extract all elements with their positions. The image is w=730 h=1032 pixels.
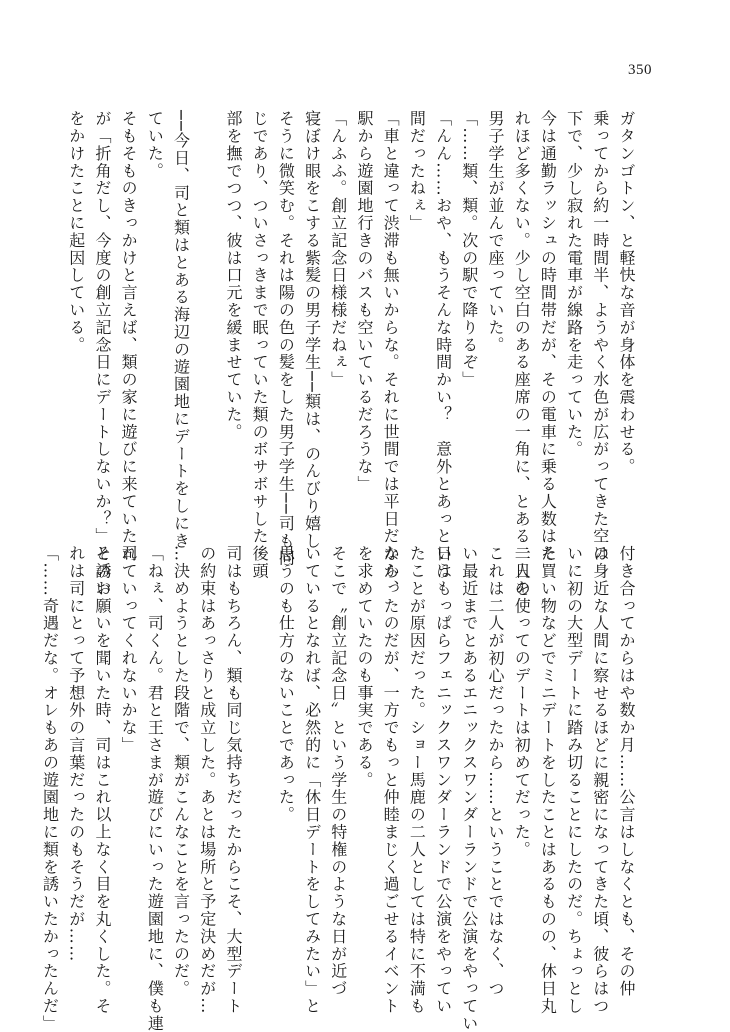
text-line: 駅から遊園地行きのバスも空いているだろうな」	[354, 110, 374, 493]
text-line: ──今日、司と類はとある海辺の遊園地にデートをしにき	[171, 110, 191, 550]
text-line: 「……奇遇だな。オレもあの遊園地に類を誘いたかったんだ」	[40, 545, 60, 1032]
text-line: そうに微笑む。それは陽の色の髪をした男子学生──司も同	[276, 110, 296, 568]
text-line: 「ねぇ、司くん。君と王さまが遊びにいった遊園地に、僕も連	[145, 545, 165, 1032]
text-line: 思うのも仕方のないことであった。	[276, 545, 296, 824]
text-line: 下で、少し寂れた電車が線路を走っていた。	[564, 110, 584, 458]
text-line: 寝ぼけ眼をこする紫髪の男子学生──類は、のんびり嬉し	[302, 110, 322, 550]
text-line: そこで〝創立記念日〟という学生の特権のような日が近づ	[328, 545, 348, 998]
text-line: れほど多くない。少し空白のある座席の一角に、とある二人の	[512, 110, 532, 598]
text-line: 「んん……おや、もうそんな時間かい？ 意外とあっという	[433, 110, 453, 580]
text-line	[194, 110, 220, 510]
text-line: 付き合ってからはや数か月……公言はしなくとも、その仲	[617, 545, 636, 998]
text-line: が「折角だし、今度の創立記念日にデートしないか？」と誘い	[92, 110, 112, 598]
text-line: そもそものきっかけと言えば、類の家に遊びに来ていた司	[119, 110, 139, 563]
text-line: 今は通勤ラッシュの時間帯だが、その電車に乗る人数はそ	[538, 110, 558, 563]
text-block-upper	[66, 110, 639, 598]
text-line: れていってくれないかな」	[119, 545, 139, 754]
text-line: 乗ってから約一時間半、ようやく水色が広がってきた空の	[590, 110, 610, 563]
text-line: 一日を使ってのデートは初めてだった。	[512, 545, 532, 859]
text-line: ていた。	[145, 110, 165, 180]
text-line: なかったのだが、一方でもっと仲睦まじく過ごせるイベント	[381, 545, 401, 1015]
text-line: いに初の大型デートに踏み切ることにしたのだ。ちょっとし	[564, 545, 584, 1015]
text-line: れは司にとって予想外の言葉だったのもそうだが……	[66, 545, 86, 963]
page-number: 350	[628, 62, 652, 78]
text-line: これは二人が初心だったから……ということではなく、つ	[485, 545, 505, 998]
text-line: を求めていたのも事実である。	[354, 545, 374, 789]
text-line: の約束はあっさりと成立した。あとは場所と予定決めだが…	[197, 545, 217, 1015]
text-line: 「……類、類。次の駅で降りるぞ」	[459, 110, 479, 389]
text-line: 日はもっぱらフェニックスワンダーランドで公演をやってい	[433, 545, 453, 1015]
text-line: …決めようとした段階で、類がこんなことを言ったのだ。	[171, 545, 191, 998]
text-line: じであり、ついさっきまで眠っていた類のボサボサした後頭	[250, 110, 270, 580]
text-line: 「車と違って渋滞も無いからな。それに世間では平日だから、	[381, 110, 401, 598]
text-line: 間だったねぇ」	[407, 110, 427, 232]
text-line: た買い物などでミニデートをしたことはあるものの、休日丸	[538, 545, 558, 1015]
text-line: 「んふふ。創立記念日様様だねぇ」	[328, 110, 348, 389]
text-line: いているとなれば、必然的に「休日デートをしてみたい」と	[302, 545, 322, 1015]
text-block-lower	[40, 545, 639, 1032]
text-line: い最近までとあるエニックスワンダーランドで公演をやってい	[459, 545, 479, 1032]
text-line: そのお願いを聞いた時、司はこれ以上なく目を丸くした。そ	[92, 545, 112, 1015]
text-line: たことが原因だった。ショー馬鹿の二人としては特に不満も	[407, 545, 427, 1015]
text-line	[246, 545, 272, 945]
text-line: 男子学生が並んで座っていた。	[485, 110, 505, 354]
text-line: 部を撫でつつ、彼は口元を緩ませていた。	[223, 110, 243, 441]
text-line: は身近な人間に察せるほどに親密になってきた頃、彼らはつ	[590, 545, 610, 1015]
text-line: をかけたことに起因している。	[66, 110, 86, 354]
text-line: ガタンゴトン、と軽快な音が身体を震わせる。	[617, 110, 636, 476]
text-line: 司はもちろん、類も同じ気持ちだったからこそ、大型デート	[223, 545, 243, 1015]
